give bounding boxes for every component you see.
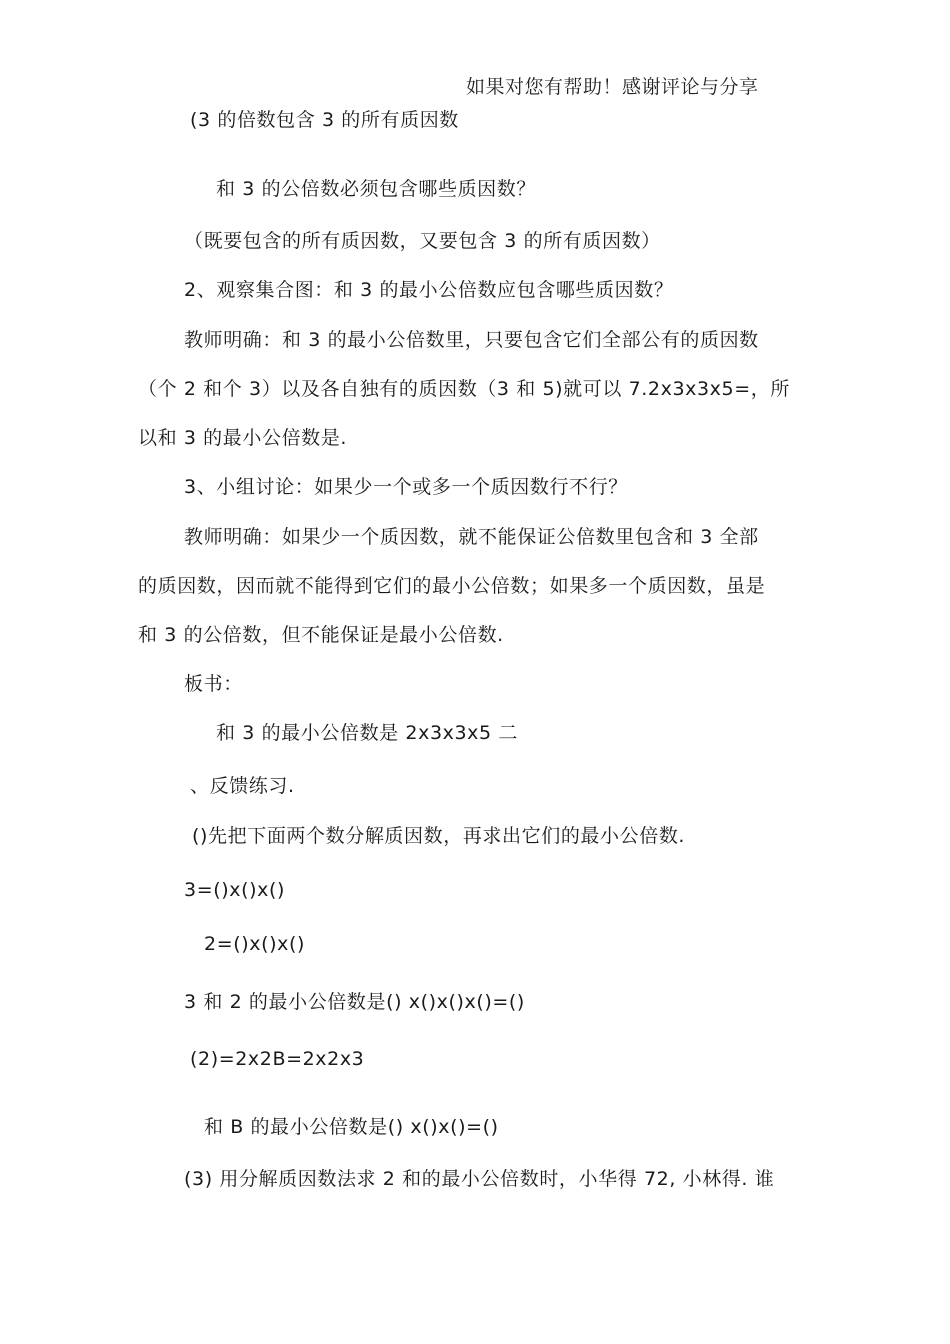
header-note: 如果对您有帮助！感谢评论与分享 bbox=[466, 76, 759, 98]
text-line-3: （既要包含的所有质因数，又要包含 3 的所有质因数） bbox=[184, 230, 661, 252]
text-line-18: 3 和 2 的最小公倍数是() x()x()x()=() bbox=[184, 991, 525, 1013]
text-line-12: 板书： bbox=[184, 673, 243, 695]
text-line-4: 2、观察集合图：和 3 的最小公倍数应包含哪些质因数？ bbox=[184, 279, 674, 301]
text-line-5: 教师明确：和 3 的最小公倍数里，只要包含它们全部公有的质因数 bbox=[184, 329, 759, 351]
text-line-2: 和 3 的公倍数必须包含哪些质因数？ bbox=[216, 178, 536, 200]
text-line-13: 和 3 的最小公倍数是 2x3x3x5 二 bbox=[216, 722, 518, 744]
text-line-20: 和 B 的最小公倍数是() x()x()=() bbox=[204, 1116, 499, 1138]
text-line-10: 的质因数，因而就不能得到它们的最小公倍数；如果多一个质因数，虽是 bbox=[138, 575, 766, 597]
text-line-19: (2)=2x2B=2x2x3 bbox=[190, 1048, 365, 1070]
text-line-8: 3、小组讨论：如果少一个或多一个质因数行不行？ bbox=[184, 476, 628, 498]
text-line-7: 以和 3 的最小公倍数是. bbox=[138, 427, 348, 449]
text-line-11: 和 3 的公倍数，但不能保证是最小公倍数. bbox=[138, 624, 504, 646]
text-line-16: 3=()x()x() bbox=[184, 879, 285, 901]
text-line-1: (3 的倍数包含 3 的所有质因数 bbox=[190, 109, 459, 131]
text-line-14: 、反馈练习. bbox=[190, 775, 295, 797]
text-line-21: (3) 用分解质因数法求 2 和的最小公倍数时，小华得 72, 小林得. 谁 bbox=[184, 1168, 775, 1190]
text-line-6: （个 2 和个 3）以及各自独有的质因数（3 和 5)就可以 7.2x3x3x5=，所 bbox=[138, 378, 790, 400]
text-line-9: 教师明确：如果少一个质因数，就不能保证公倍数里包含和 3 全部 bbox=[184, 526, 759, 548]
text-line-15: ()先把下面两个数分解质因数，再求出它们的最小公倍数. bbox=[192, 825, 686, 847]
text-line-17: 2=()x()x() bbox=[204, 933, 305, 955]
